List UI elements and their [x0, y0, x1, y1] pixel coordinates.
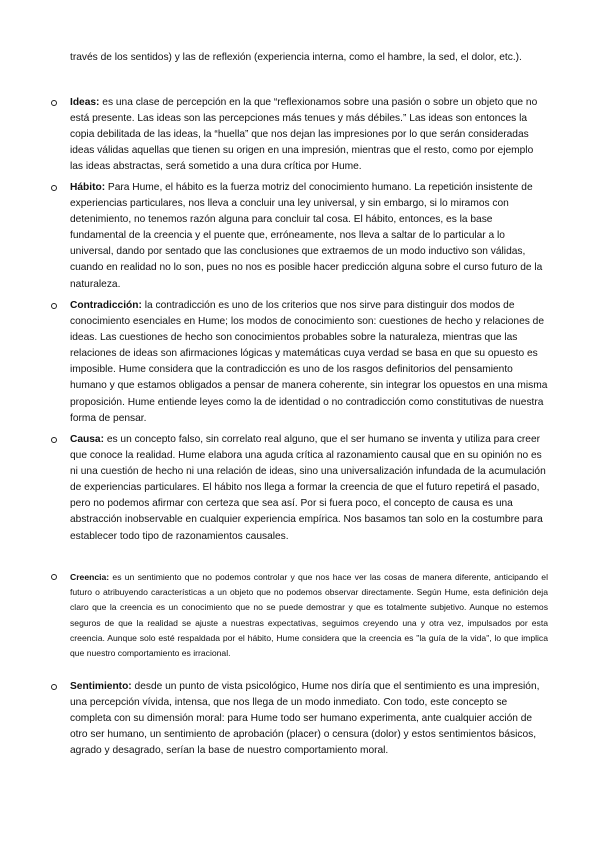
term-label: Creencia:: [70, 572, 110, 582]
definition-text: [70, 570, 548, 661]
definition-text: [70, 95, 548, 175]
circle-bullet-icon: [51, 185, 57, 191]
circle-bullet-icon: [51, 303, 57, 309]
definition-body: la contradicción es uno de los criterios que nos sirve para distinguir dos modos de conocimiento esenciales en Hume; los modos de conocimiento son: cuestiones de hecho y relaciones de ideas. Las cuestiones de hecho son conocimientos probables sobre la naturaleza, mientras que las relaciones de ideas son afirmaciones lógicas y matemáticas cuya verdad se basa en que su opuesto es imposible. Hume considera que la contradicción es uno de los rasgos definitorios del pensamiento humano y que estamos obligados a pensar de manera coherente, sin integrar los opuestos en una misma proposición. Hume entiende leyes como la de identidad o no contradicción como constitutivas de nuestra forma de pensar.: [70, 300, 548, 424]
list-item-habito: [0, 180, 600, 293]
definition-text: [70, 180, 548, 293]
term-label: Ideas:: [70, 97, 100, 108]
list-item-sentimiento: [0, 679, 600, 759]
definition-text: [70, 298, 548, 427]
list-item-contradiccion: [0, 298, 600, 427]
term-label: Hábito:: [70, 182, 106, 193]
definition-body: Para Hume, el hábito es la fuerza motriz del conocimiento humano. La repetición insistente de experiencias particulares, nos lleva a concluir una ley universal, y sin embargo, si lo miramos con detenimiento, no tenemos razón alguna para concluir tal cosa. El hábito, entonces, es la base fundamental de la creencia y el puente que, erróneamente, nos lleva a saltar de lo particular a lo universal, dando por sentado que las conclusiones que extraemos de un modo inductivo son válidas, cuando en realidad no lo son, pues no nos es posible hacer predicción alguna sobre el curso futuro de la naturaleza.: [70, 182, 543, 290]
circle-bullet-icon: [51, 437, 57, 443]
definition-body: es un concepto falso, sin correlato real alguno, que el ser humano se inventa y utiliza para creer que conoce la realidad. Hume elabora una aguda crítica al razonamiento causal que en su opinión no es ni una cuestión de hecho ni una relación de ideas, sino una universalización infundada de la acumulación de experiencias particulares. El hábito nos llega a formar la creencia de que el futuro repetirá el pasado, pero no podemos afirmar con certeza que sea así. Por si fuera poco, el concepto de causa es una abstracción inobservable en cualquier experiencia empírica. Nos basamos tan solo en la costumbre para establecer todo tipo de razonamientos causales.: [70, 434, 546, 542]
definition-body: es un sentimiento que no podemos controlar y que nos hace ver las cosas de manera diferente, anticipando el futuro o atribuyendo características a un objeto que no podemos observar directamente. Según Hume, esta definición deja claro que la creencia es un conocimiento que no se puede demostrar y que es totalmente subjetivo. Aunque no estemos seguros de que la realidad se ajuste a nuestras expectativas, seguimos creyendo una y otra vez, impulsados por esta creencia. Aunque solo esté respaldada por el hábito, Hume considera que la creencia es "la guía de la vida", lo que implica que nuestro comportamiento es irracional.: [70, 572, 548, 659]
list-item-creencia: [0, 570, 600, 661]
circle-bullet-icon: [51, 100, 57, 106]
definition-body: es una clase de percepción en la que “reflexionamos sobre una pasión o sobre un objeto que no está presente. Las ideas son las percepciones más tenues y más débiles.” Las ideas son entonces la copia debilitada de las ideas, la “huella” que nos dejan las impresiones por lo que serán consideradas ideas válidas aquellas que tienen su origen en una impresión, mientras que el resto, como por ejemplo las ideas abstractas, será sometido a una dura crítica por Hume.: [70, 97, 538, 173]
definition-text: [70, 432, 548, 545]
term-label: Causa:: [70, 434, 104, 445]
list-item-causa: [0, 432, 600, 545]
list-item-ideas: [0, 95, 600, 175]
definition-body: desde un punto de vista psicológico, Hume nos diría que el sentimiento es una impresión, una percepción vívida, intensa, que nos llega de un modo inmediato. Con todo, este concepto se completa con su dimensión moral: para Hume todo ser humano experimenta, ante cualquier acción de otro ser humano, un sentimiento de aprobación (placer) o censura (dolor) y estos sentimientos básicos, agrado y desagrado, serían la base de nuestro comportamiento moral.: [70, 681, 540, 757]
definition-text: [70, 679, 548, 759]
lead-paragraph: través de los sentidos) y las de reflexión (experiencia interna, como el hambre, la sed, el dolor, etc.).: [70, 52, 522, 63]
circle-bullet-icon: [51, 574, 57, 580]
term-label: Contradicción:: [70, 300, 142, 311]
circle-bullet-icon: [51, 684, 57, 690]
term-label: Sentimiento:: [70, 681, 132, 692]
